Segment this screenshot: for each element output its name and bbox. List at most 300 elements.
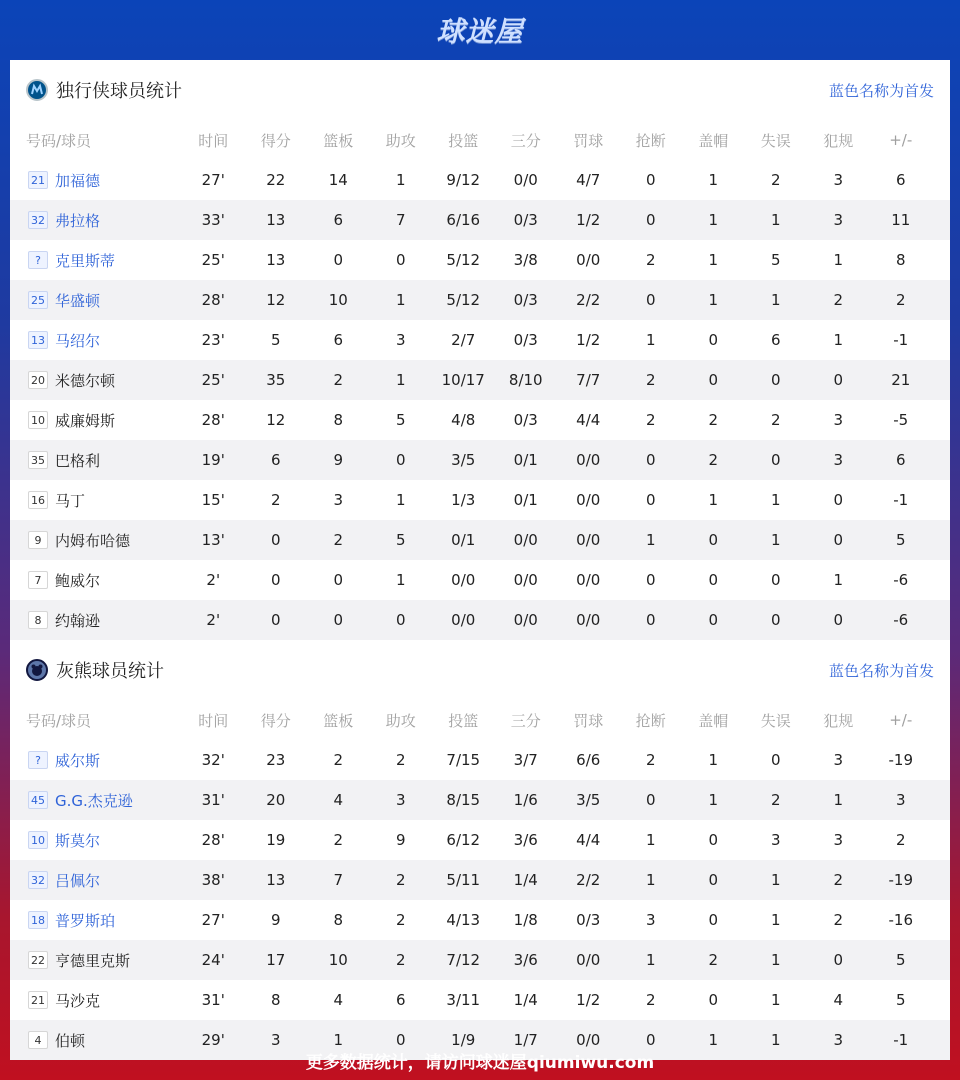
player-row[interactable]: [10, 440, 950, 480]
stat-cell: 1: [645, 871, 656, 889]
stat-cell: 4/7: [576, 171, 601, 189]
stat-cell: 25': [201, 371, 225, 389]
jersey-number-badge: 16: [28, 491, 48, 509]
stat-cell: 2: [333, 831, 344, 849]
stat-cell: 2: [770, 791, 781, 809]
player-name[interactable]: 华盛顿: [55, 291, 101, 310]
stat-cell: 0/0: [451, 611, 476, 629]
player-row[interactable]: [10, 240, 950, 280]
player-cell: [10, 530, 182, 551]
jersey-number-badge: 35: [28, 451, 48, 469]
stat-cell: 4: [333, 991, 344, 1009]
column-header: 得分: [260, 711, 291, 730]
player-name[interactable]: 约翰逊: [55, 611, 101, 630]
stat-cell: 2: [645, 371, 656, 389]
jersey-number-badge: 21: [28, 991, 48, 1009]
player-row[interactable]: [10, 520, 950, 560]
stat-cell: 0: [270, 611, 281, 629]
stat-cell: 12: [266, 291, 286, 309]
player-row[interactable]: [10, 360, 950, 400]
column-header: 失误: [760, 131, 791, 150]
stat-cell: 0: [395, 611, 406, 629]
stat-cell: 8/15: [446, 791, 481, 809]
player-cell: [10, 830, 182, 851]
stat-cell: 6/12: [446, 831, 481, 849]
stat-cell: 2: [645, 411, 656, 429]
stat-cell: 0: [333, 571, 344, 589]
stat-cell: 13': [201, 531, 225, 549]
stat-cell: 7: [395, 211, 406, 229]
column-header: 三分: [510, 711, 541, 730]
stat-cell: 0/0: [576, 1031, 601, 1049]
stat-cell: 0: [708, 991, 719, 1009]
stat-cell: 5/12: [446, 291, 481, 309]
stat-cell: 1: [770, 951, 781, 969]
stat-cell: 28': [201, 411, 225, 429]
column-header: 投篮: [448, 711, 479, 730]
player-cell: [10, 370, 182, 391]
stat-cell: 1: [645, 831, 656, 849]
stat-cell: 5: [895, 531, 906, 549]
column-header: 盖帽: [698, 131, 729, 150]
stat-cell: 3: [833, 411, 844, 429]
column-header: 抢断: [635, 711, 666, 730]
stat-cell: 3: [333, 491, 344, 509]
column-header-row: [10, 120, 950, 160]
player-name[interactable]: 加福德: [55, 171, 101, 190]
player-name[interactable]: 巴格利: [55, 451, 101, 470]
stat-cell: 2: [833, 911, 844, 929]
player-row[interactable]: [10, 780, 950, 820]
footer-banner[interactable]: [0, 1040, 960, 1080]
stat-cell: -1: [893, 331, 909, 349]
player-cell: [10, 490, 182, 511]
column-header: 三分: [510, 131, 541, 150]
stat-cell: 0/0: [576, 611, 601, 629]
stat-cell: 32': [201, 751, 225, 769]
stats-panel: [10, 60, 950, 1050]
stat-cell: 0: [770, 371, 781, 389]
grizzlies-logo-icon: [26, 659, 48, 681]
player-cell: [10, 210, 182, 231]
stat-cell: 1: [770, 531, 781, 549]
stat-cell: 4/13: [446, 911, 481, 929]
stat-cell: 1: [770, 1031, 781, 1049]
stat-cell: 6: [395, 991, 406, 1009]
stat-cell: 2: [833, 291, 844, 309]
stat-cell: 9/12: [446, 171, 481, 189]
stat-cell: 0: [645, 571, 656, 589]
stat-cell: 9: [395, 831, 406, 849]
stat-cell: 5/11: [446, 871, 481, 889]
brand-header: [0, 0, 960, 60]
stat-cell: 2: [395, 951, 406, 969]
stat-cell: 0: [395, 451, 406, 469]
player-row[interactable]: [10, 940, 950, 980]
jersey-number-badge: 22: [28, 951, 48, 969]
player-cell: [10, 610, 182, 631]
stat-cell: 2': [206, 611, 221, 629]
stat-cell: 2: [895, 291, 906, 309]
stat-cell: 0: [645, 451, 656, 469]
stat-cell: 0: [770, 611, 781, 629]
stat-cell: 2: [645, 991, 656, 1009]
stat-cell: 1/3: [451, 491, 476, 509]
stat-cell: 2: [895, 831, 906, 849]
stat-cell: 1: [770, 491, 781, 509]
column-header: 盖帽: [698, 711, 729, 730]
column-header: 抢断: [635, 131, 666, 150]
stat-cell: 0: [645, 1031, 656, 1049]
stat-cell: 21: [891, 371, 911, 389]
stat-cell: -1: [893, 1031, 909, 1049]
jersey-number-badge: 4: [28, 1031, 48, 1049]
stat-cell: 2: [645, 751, 656, 769]
stat-cell: 2: [333, 371, 344, 389]
stat-cell: 2: [270, 491, 281, 509]
stat-cell: 1: [333, 1031, 344, 1049]
stat-cell: 8: [333, 911, 344, 929]
stat-cell: 3: [770, 831, 781, 849]
stat-cell: 1/7: [513, 1031, 538, 1049]
stat-cell: 6/16: [446, 211, 481, 229]
stat-cell: 1: [395, 571, 406, 589]
player-name[interactable]: 克里斯蒂: [55, 251, 116, 270]
player-row[interactable]: [10, 820, 950, 860]
player-cell: [10, 870, 182, 891]
stat-cell: 12: [266, 411, 286, 429]
stat-cell: 5: [270, 331, 281, 349]
stat-cell: 0: [645, 171, 656, 189]
stat-cell: 20: [266, 791, 286, 809]
stat-cell: 8/10: [508, 371, 543, 389]
stat-cell: 0/1: [513, 491, 538, 509]
player-row[interactable]: [10, 600, 950, 640]
stat-cell: 0/0: [576, 571, 601, 589]
column-header: 罚球: [573, 711, 604, 730]
stat-cell: 0: [645, 491, 656, 509]
stat-cell: 1: [708, 171, 719, 189]
stat-cell: 7/7: [576, 371, 601, 389]
stat-cell: 23': [201, 331, 225, 349]
stat-cell: 0/0: [451, 571, 476, 589]
player-row[interactable]: [10, 400, 950, 440]
stat-cell: 0/0: [576, 531, 601, 549]
qiumiwu-logo: 球迷屋: [436, 15, 524, 48]
stat-cell: 0/1: [513, 451, 538, 469]
stat-cell: 0: [833, 611, 844, 629]
stat-cell: 0/3: [513, 331, 538, 349]
stat-cell: 0: [645, 791, 656, 809]
stat-cell: 0: [708, 531, 719, 549]
stat-cell: 3: [833, 831, 844, 849]
player-name[interactable]: 鲍威尔: [55, 571, 101, 590]
player-cell: [10, 990, 182, 1011]
stat-cell: -1: [893, 491, 909, 509]
column-header: 投篮: [448, 131, 479, 150]
player-cell: [10, 910, 182, 931]
player-cell: [10, 450, 182, 471]
stat-cell: 2: [333, 751, 344, 769]
stat-cell: 1/2: [576, 211, 601, 229]
stat-cell: 10: [328, 291, 348, 309]
stat-cell: 2: [645, 251, 656, 269]
stat-cell: 2: [395, 911, 406, 929]
player-name[interactable]: 马沙克: [55, 991, 101, 1010]
stat-cell: 23: [266, 751, 286, 769]
stat-cell: 2: [708, 951, 719, 969]
mavericks-logo-icon: [26, 79, 48, 101]
stat-cell: -16: [888, 911, 913, 929]
stat-cell: 3/5: [576, 791, 601, 809]
stat-cell: 4/4: [576, 411, 601, 429]
player-name[interactable]: 吕佩尔: [55, 871, 101, 890]
team-name: 灰熊球员统计: [56, 661, 164, 682]
stat-cell: 1/6: [513, 791, 538, 809]
column-header: 得分: [260, 131, 291, 150]
stat-cell: 0: [770, 751, 781, 769]
stat-cell: 11: [891, 211, 911, 229]
player-row[interactable]: [10, 320, 950, 360]
player-row[interactable]: [10, 560, 950, 600]
stat-cell: 0/3: [513, 291, 538, 309]
team-header: [10, 60, 950, 120]
stat-cell: 22: [266, 171, 286, 189]
stat-cell: 10: [328, 951, 348, 969]
stat-cell: 0: [270, 571, 281, 589]
stat-cell: 28': [201, 831, 225, 849]
stat-cell: 28': [201, 291, 225, 309]
stat-cell: 1: [708, 491, 719, 509]
stat-cell: 6: [770, 331, 781, 349]
player-row[interactable]: [10, 160, 950, 200]
stat-cell: 2: [395, 871, 406, 889]
stat-cell: 10/17: [441, 371, 485, 389]
stat-cell: -6: [893, 571, 909, 589]
column-header: 篮板: [323, 131, 354, 150]
stat-cell: 0/1: [451, 531, 476, 549]
stat-cell: 13: [266, 871, 286, 889]
stat-cell: 8: [895, 251, 906, 269]
stat-cell: 5: [395, 531, 406, 549]
jersey-number-badge: 20: [28, 371, 48, 389]
stat-cell: 2: [708, 451, 719, 469]
player-cell: [10, 170, 182, 191]
stat-cell: 3/11: [446, 991, 481, 1009]
stat-cell: 3: [833, 1031, 844, 1049]
stat-cell: 3: [895, 791, 906, 809]
stat-cell: 4: [833, 991, 844, 1009]
stat-cell: 9: [270, 911, 281, 929]
starter-hint: 蓝色名称为首发: [828, 81, 934, 100]
stat-cell: -5: [893, 411, 909, 429]
stat-cell: 0/0: [513, 531, 538, 549]
stat-cell: 1: [395, 171, 406, 189]
player-row[interactable]: [10, 740, 950, 780]
player-cell: [10, 570, 182, 591]
player-row[interactable]: [10, 200, 950, 240]
player-name[interactable]: 普罗斯珀: [55, 911, 116, 930]
player-row[interactable]: [10, 900, 950, 940]
column-header: 时间: [198, 711, 229, 730]
player-name[interactable]: 斯莫尔: [55, 831, 101, 850]
stat-cell: 38': [201, 871, 225, 889]
stat-cell: 27': [201, 911, 225, 929]
jersey-number-badge: 45: [28, 791, 48, 809]
stat-cell: 2/2: [576, 871, 601, 889]
stat-cell: 0: [833, 531, 844, 549]
stat-cell: 8: [333, 411, 344, 429]
column-header: 失误: [760, 711, 791, 730]
stat-cell: 6: [895, 451, 906, 469]
stat-cell: 19: [266, 831, 286, 849]
stat-cell: 0/3: [576, 911, 601, 929]
stat-cell: 5: [395, 411, 406, 429]
player-name[interactable]: 伯顿: [55, 1031, 86, 1050]
jersey-number-badge: 10: [28, 411, 48, 429]
stat-cell: 0: [708, 911, 719, 929]
column-header: 号码/球员: [26, 131, 92, 150]
starter-hint: 蓝色名称为首发: [828, 661, 934, 680]
stat-cell: 0/3: [513, 211, 538, 229]
stat-cell: 0: [333, 611, 344, 629]
player-cell: [10, 330, 182, 351]
player-name[interactable]: G.G.杰克逊: [55, 791, 133, 810]
player-row[interactable]: [10, 480, 950, 520]
stat-cell: 6: [333, 211, 344, 229]
stat-cell: 4: [333, 791, 344, 809]
team-title: [26, 657, 164, 683]
stat-cell: 0: [395, 1031, 406, 1049]
stat-cell: 13: [266, 251, 286, 269]
stat-cell: 1: [770, 991, 781, 1009]
column-header: +/-: [889, 711, 913, 729]
stat-cell: 9: [333, 451, 344, 469]
stat-cell: 2: [333, 531, 344, 549]
player-name[interactable]: 马绍尔: [55, 331, 101, 350]
column-header-row: [10, 700, 950, 740]
stat-cell: 1: [770, 911, 781, 929]
stat-cell: 3/5: [451, 451, 476, 469]
column-header: 助攻: [385, 711, 416, 730]
stat-cell: 0: [770, 451, 781, 469]
stat-cell: 35: [266, 371, 286, 389]
stat-cell: 6: [333, 331, 344, 349]
player-name[interactable]: 威廉姆斯: [55, 411, 116, 430]
stat-cell: 3/7: [513, 751, 538, 769]
stat-cell: 2: [770, 411, 781, 429]
team-sections: [10, 60, 950, 1060]
stat-cell: 0/0: [513, 171, 538, 189]
stat-cell: 7/15: [446, 751, 481, 769]
player-name[interactable]: 内姆布哈德: [55, 531, 131, 550]
stat-cell: -6: [893, 611, 909, 629]
stat-cell: 5: [895, 951, 906, 969]
stat-cell: 19': [201, 451, 225, 469]
player-name[interactable]: 马丁: [55, 491, 86, 510]
stat-cell: 0: [645, 611, 656, 629]
stat-cell: 3: [645, 911, 656, 929]
stat-cell: 6: [270, 451, 281, 469]
stat-cell: 3: [833, 751, 844, 769]
stat-cell: -19: [888, 751, 913, 769]
stat-cell: 1: [395, 371, 406, 389]
column-header: 罚球: [573, 131, 604, 150]
stat-cell: 8: [270, 991, 281, 1009]
jersey-number-badge: 10: [28, 831, 48, 849]
team-header: [10, 640, 950, 700]
jersey-number-badge: 18: [28, 911, 48, 929]
stat-cell: 3: [395, 331, 406, 349]
player-name[interactable]: 亨德里克斯: [55, 951, 131, 970]
player-cell: [10, 410, 182, 431]
stat-cell: -19: [888, 871, 913, 889]
jersey-number-badge: 25: [28, 291, 48, 309]
stat-cell: 1: [395, 291, 406, 309]
stat-cell: 0: [708, 871, 719, 889]
jersey-number-badge: 32: [28, 871, 48, 889]
jersey-number-badge: 8: [28, 611, 48, 629]
stat-cell: 1/4: [513, 871, 538, 889]
team-section-1: [10, 640, 950, 1060]
player-row[interactable]: [10, 860, 950, 900]
stat-cell: 5: [895, 991, 906, 1009]
jersey-number-badge: ?: [28, 751, 48, 769]
stat-cell: 1/2: [576, 331, 601, 349]
player-name[interactable]: 米德尔顿: [55, 371, 116, 390]
stat-cell: 15': [201, 491, 225, 509]
stat-cell: 7/12: [446, 951, 481, 969]
stat-cell: 4/4: [576, 831, 601, 849]
stat-cell: 27': [201, 171, 225, 189]
stat-cell: 0/0: [513, 571, 538, 589]
stat-cell: 0: [833, 951, 844, 969]
stat-cell: 3: [833, 171, 844, 189]
stat-cell: 33': [201, 211, 225, 229]
stat-cell: 2: [708, 411, 719, 429]
jersey-number-badge: 21: [28, 171, 48, 189]
player-name[interactable]: 威尔斯: [55, 751, 101, 770]
stat-cell: 1/2: [576, 991, 601, 1009]
player-row[interactable]: [10, 280, 950, 320]
footer-text: 更多数据统计，请访问球迷屋qiumiwu.com: [305, 1052, 655, 1073]
stat-cell: 0: [333, 251, 344, 269]
stat-cell: 0: [708, 331, 719, 349]
stat-cell: 0: [645, 211, 656, 229]
stat-cell: 17: [266, 951, 286, 969]
stat-cell: 1: [708, 291, 719, 309]
stat-cell: 3: [833, 211, 844, 229]
player-cell: [10, 750, 182, 771]
stat-cell: 3/6: [513, 831, 538, 849]
stat-cell: 1/9: [451, 1031, 476, 1049]
stat-cell: 0: [770, 571, 781, 589]
stat-cell: 2': [206, 571, 221, 589]
stat-cell: 14: [328, 171, 348, 189]
player-name[interactable]: 弗拉格: [55, 211, 101, 230]
stat-cell: 5: [770, 251, 781, 269]
player-cell: [10, 950, 182, 971]
column-header: 犯规: [823, 711, 854, 730]
stat-cell: 1: [770, 871, 781, 889]
stat-cell: 1: [645, 531, 656, 549]
jersey-number-badge: 7: [28, 571, 48, 589]
stat-cell: 6: [895, 171, 906, 189]
stat-cell: 1: [708, 1031, 719, 1049]
player-row[interactable]: [10, 980, 950, 1020]
stat-cell: 24': [201, 951, 225, 969]
stat-cell: 0: [708, 571, 719, 589]
